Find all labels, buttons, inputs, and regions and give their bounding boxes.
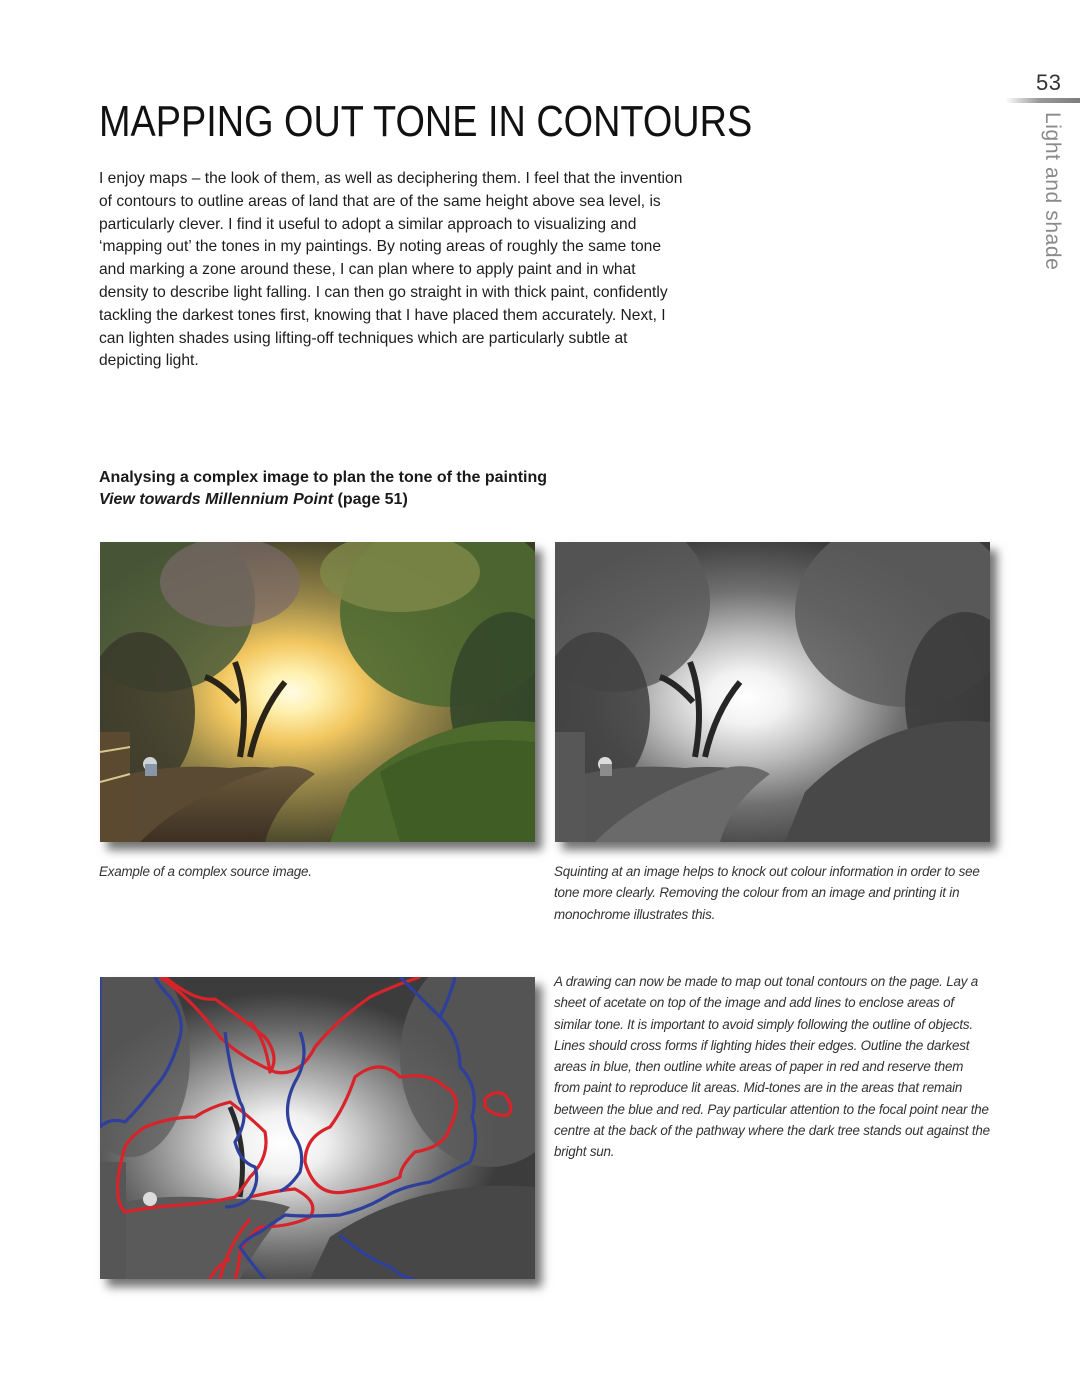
page-title: MAPPING OUT TONE IN CONTOURS	[99, 97, 753, 146]
page-reference: (page 51)	[333, 491, 408, 508]
page-number-rule	[1005, 98, 1080, 103]
figure-heading-line1: Analysing a complex image to plan the tone of the painting	[99, 469, 548, 486]
page-number: 53	[1036, 70, 1062, 95]
intro-paragraph: I enjoy maps – the look of them, as well as deciphering them. I feel that the invention of contours to outline areas of land that are of the same height above sea level, is particularly clever. I find it useful to adopt a similar approach to visualizing and ‘mapping out’ the tones in my paintings. By noting areas of roughly the same tone and marking a zone around these, I can plan where to apply paint and in what density to describe light falling. I can then go straight in with thick paint, confidently tackling the darkest tones first, knowing that I have placed them accurately. Next, I can lighten shades using lifting-off techniques which are particularly subtle at depicting light.	[99, 170, 683, 370]
section-label: Light and shade	[1041, 112, 1064, 271]
figure-heading-line2	[99, 489, 699, 511]
monochrome-photo	[555, 542, 990, 842]
contour-map-photo	[100, 977, 535, 1279]
figure-heading	[99, 467, 699, 511]
caption-contour-map: A drawing can now be made to map out tonal contours on the page. Lay a sheet of acetate on top of the image and add lines to enclose areas of similar tone. It is important to avoid simply following the outline of objects. Lines should cross forms if lighting hides their edges. Outline the darkest areas in blue, then outline white areas of paper in red and reserve them from paint to reproduce lit areas. Mid-tones are in the areas that remain between the blue and red. Pay particular attention to the focal point near the centre at the back of the pathway where the dark tree stands out against the bright sun.	[554, 974, 990, 1160]
caption-monochrome-photo: Squinting at an image helps to knock out colour information in order to see tone more clearly. Removing the colour from an image and printing it in monochrome illustrates this.	[554, 864, 980, 922]
source-photo	[100, 542, 535, 842]
caption-source-photo: Example of a complex source image.	[99, 864, 312, 879]
painting-title: View towards Millennium Point	[99, 491, 334, 508]
